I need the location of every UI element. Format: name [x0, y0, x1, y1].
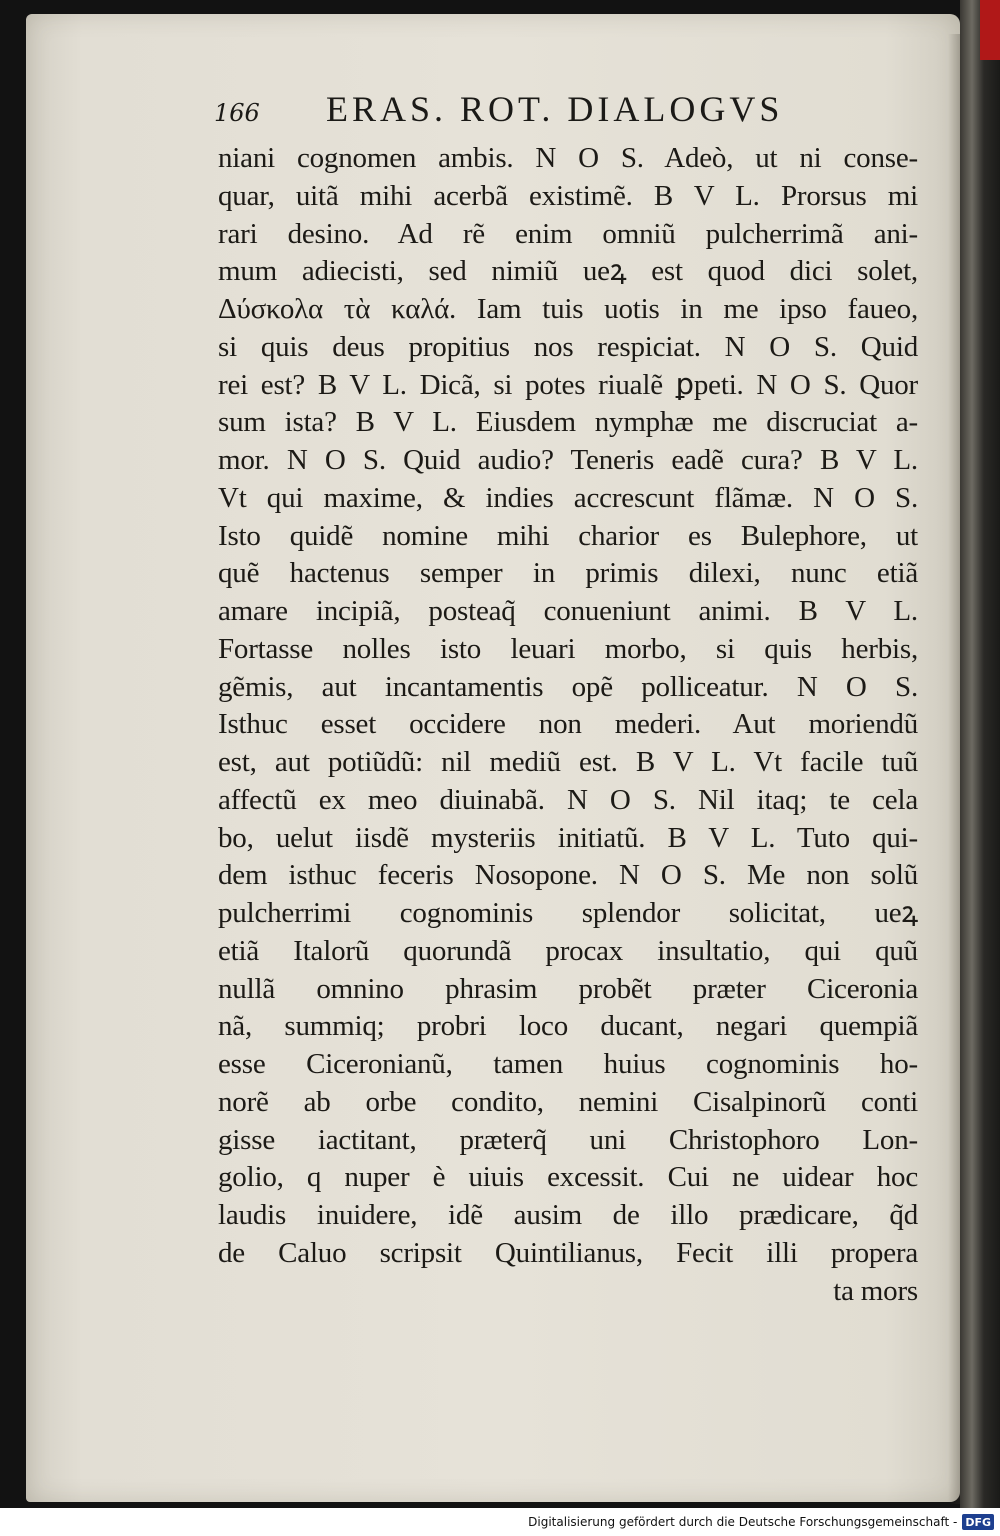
text-line: laudis inuidere, idẽ ausim de illo prædicare, q̃d	[218, 1199, 918, 1231]
page-number: 166	[214, 99, 260, 127]
text-line: bo, uelut iisdẽ mysteriis initiatũ. B V L. Tuto qui-	[218, 821, 918, 854]
text-line: gẽmis, aut incantamentis opẽ polliceatur. N O S.	[218, 670, 918, 703]
text-line: si quis deus propitius nos respiciat. N O S. Quid	[218, 330, 918, 363]
book-edge	[960, 0, 1000, 1508]
text-line: Isthuc esset occidere non mederi. Aut moriendũ	[218, 708, 918, 741]
page-crease	[948, 34, 960, 1504]
text-line: Δύσκολα τὰ καλά. Iam tuis uotis in me ipso faueo,	[218, 293, 918, 325]
text-line: mor. N O S. Quid audio? Teneris eadẽ cura? B V L.	[218, 444, 918, 476]
text-line: norẽ ab orbe condito, nemini Cisalpinorũ conti	[218, 1085, 918, 1118]
text-line: Isto quidẽ nomine mihi charior es Bulephore, ut	[218, 519, 918, 552]
text-line: pulcherrimi cognominis splendor solicitat, ueꝝ	[218, 897, 918, 929]
text-line: affectũ ex meo diuinabã. N O S. Nil itaq; te cela	[218, 783, 918, 816]
footer-credit-bar	[0, 1508, 1000, 1536]
text-line: esse Ciceronianũ, tamen huius cognominis ho-	[218, 1048, 918, 1080]
text-line: dem isthuc feceris Nosopone. N O S. Me non solũ	[218, 859, 918, 892]
text-line: de Caluo scripsit Quintilianus, Fecit illi propera	[218, 1236, 918, 1269]
text-line: ta mors	[833, 1274, 918, 1307]
text-line: nullã omnino phrasim probẽt præter Ciceronia	[218, 972, 918, 1005]
text-line: etiã Italorũ quorundã procax insultatio, qui quũ	[218, 934, 918, 967]
text-line: est, aut potiũdũ: nil mediũ est. B V L. Vt facile tuũ	[218, 746, 918, 778]
text-line: gisse iactitant, præterq̃ uni Christophoro Lon-	[218, 1123, 918, 1156]
text-line: golio, q nuper è uiuis excessit. Cui ne uidear hoc	[218, 1161, 918, 1194]
text-line: nã, summiq; probri loco ducant, negari quempiã	[218, 1010, 918, 1043]
text-line: niani cognomen ambis. N O S. Adeò, ut ni conse-	[218, 142, 918, 174]
text-line: mum adiecisti, sed nimiũ ueꝝ est quod dici solet,	[218, 255, 918, 288]
text-line: amare incipiã, posteaq̃ conueniunt animi. B V L.	[218, 595, 918, 627]
running-title: ERAS. ROT. DIALOGVS	[326, 89, 784, 129]
text-line: rei est? B V L. Dicã, si potes riualẽ ꝑpeti. N O S. Quor	[218, 368, 918, 401]
text-block	[218, 140, 918, 1310]
text-line: rari desino. Ad rẽ enim omniũ pulcherrimã ani-	[218, 217, 918, 250]
text-line: Fortasse nolles isto leuari morbo, si quis herbis,	[218, 632, 918, 665]
footer-credit: Digitalisierung gefördert durch die Deutsche Forschungsgemeinschaft -	[528, 1515, 958, 1529]
running-head	[214, 88, 854, 132]
text-line: quẽ hactenus semper in primis dilexi, nunc etiã	[218, 557, 918, 590]
text-line: sum ista? B V L. Eiusdem nymphæ me discruciat a-	[218, 406, 918, 439]
dfg-logo: DFG	[962, 1514, 994, 1530]
text-line: quar, uitã mihi acerbã existimẽ. B V L. Prorsus mi	[218, 179, 918, 212]
text-line: Vt qui maxime, & indies accrescunt flãmæ. N O S.	[218, 481, 918, 514]
